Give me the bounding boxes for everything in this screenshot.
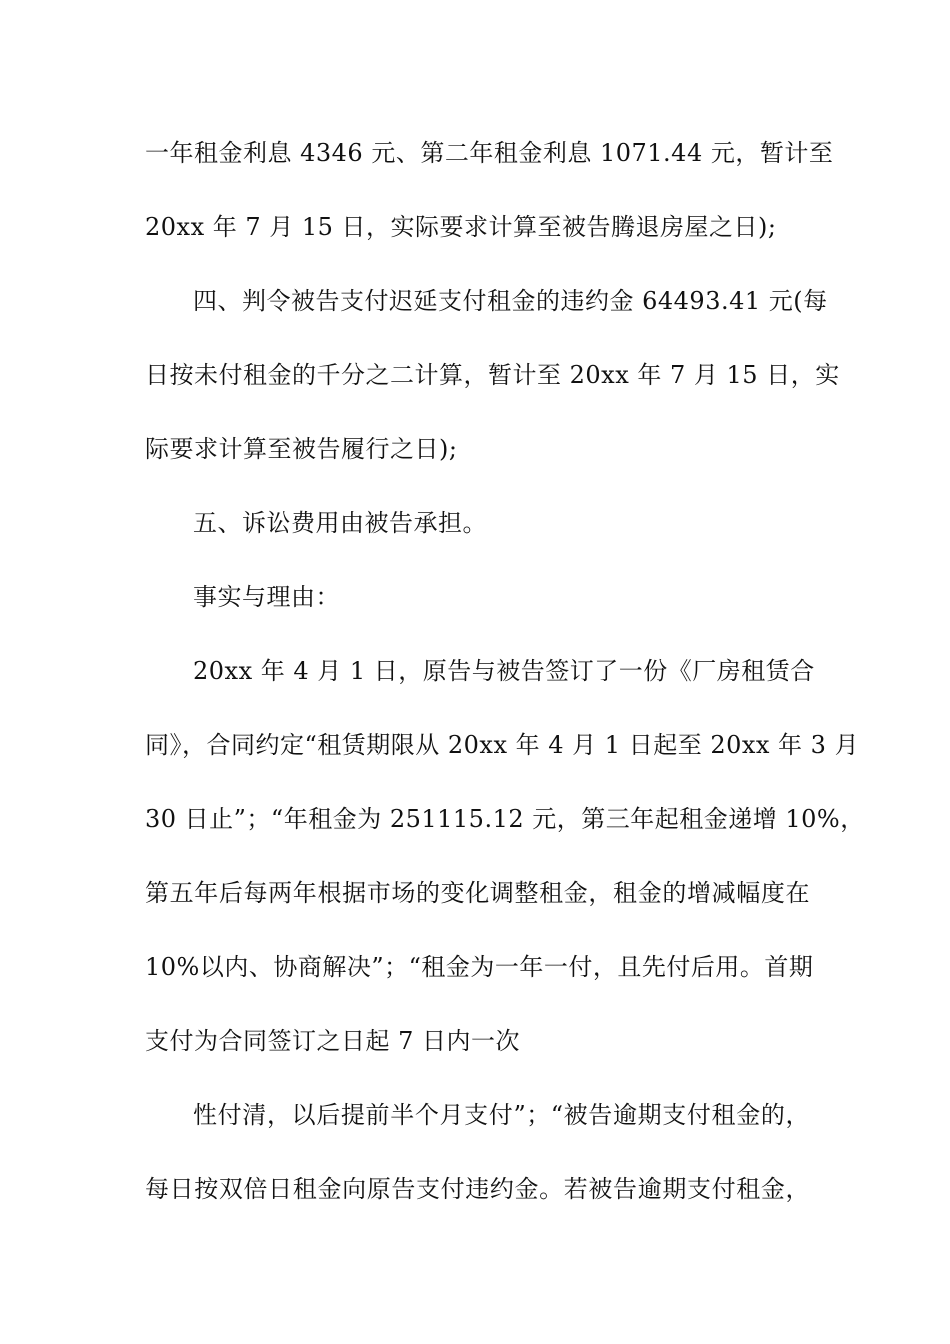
text-line: 五、诉讼费用由被告承担。	[193, 509, 487, 537]
text-line: 四、判令被告支付迟延支付租金的违约金 64493.41 元(每	[193, 287, 828, 315]
text-line: 第五年后每两年根据市场的变化调整租金，租金的增减幅度在	[145, 879, 810, 907]
text-line: 一年租金利息 4346 元、第二年租金利息 1071.44 元，暂计至	[145, 139, 834, 167]
text-line: 支付为合同签订之日起 7 日内一次	[145, 1027, 521, 1055]
text-line: 性付清，以后提前半个月支付”；“被告逾期支付租金的，	[193, 1101, 810, 1129]
text-line: 10%以内、协商解决”；“租金为一年一付，且先付后用。首期	[145, 953, 814, 981]
text-line: 同》，合同约定“租赁期限从 20xx 年 4 月 1 日起至 20xx 年 3 月	[145, 731, 860, 759]
text-line: 际要求计算至被告履行之日);	[145, 435, 458, 463]
text-line: 每日按双倍日租金向原告支付违约金。若被告逾期支付租金，	[145, 1175, 810, 1203]
text-line: 30 日止”；“年租金为 251115.12 元，第三年起租金递增 10%，	[145, 805, 865, 833]
text-line: 事实与理由：	[193, 583, 340, 611]
text-line: 日按未付租金的千分之二计算，暂计至 20xx 年 7 月 15 日，实	[145, 361, 840, 389]
text-line: 20xx 年 4 月 1 日，原告与被告签订了一份《厂房租赁合	[193, 657, 815, 685]
text-line: 20xx 年 7 月 15 日，实际要求计算至被告腾退房屋之日);	[145, 213, 777, 241]
